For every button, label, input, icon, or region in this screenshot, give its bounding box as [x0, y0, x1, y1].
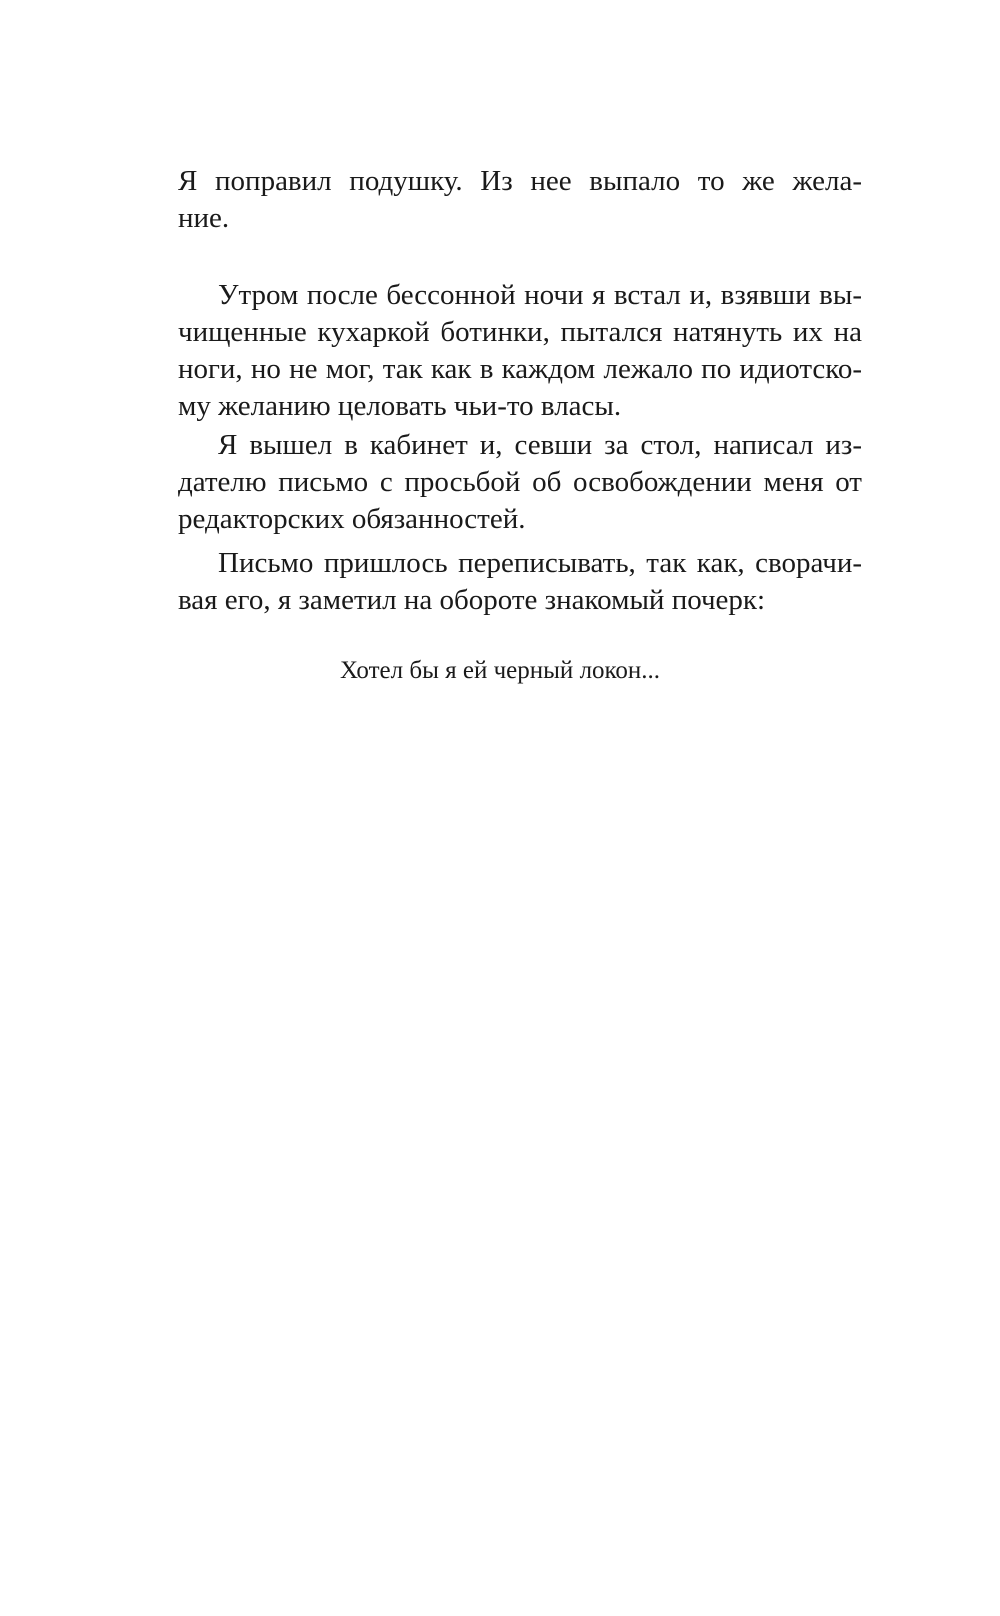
paragraph-study: [178, 427, 862, 538]
text-line: Я вышел в кабинет и, севши за стол, написал из-: [218, 429, 862, 461]
paragraph-pillow: [178, 163, 862, 237]
text-line: вая его, я заметил на обороте знакомый почерк:: [178, 584, 766, 616]
text-line: Письмо пришлось переписывать, так как, сворачи-: [218, 547, 862, 579]
quoted-line: Хотел бы я ей черный локон...: [339, 657, 661, 684]
text-line: дателю письмо с просьбой об освобождении меня от: [178, 466, 862, 498]
text-line: чищенные кухаркой ботинки, пытался натянуть их на: [178, 316, 862, 348]
text-line: ноги, но не мог, так как в каждом лежало по идиотско-: [178, 353, 862, 385]
paragraph-morning: [178, 277, 862, 425]
text-line: Утром после бессонной ночи я встал и, взявши вы-: [218, 279, 862, 311]
text-line: му желанию целовать чьи-то власы.: [178, 390, 622, 422]
text-line: ние.: [178, 202, 230, 234]
paragraph-letter: [178, 545, 862, 619]
text-line: Я поправил подушку. Из нее выпало то же жела-: [178, 165, 862, 197]
text-line: редакторских обязанностей.: [178, 503, 526, 535]
